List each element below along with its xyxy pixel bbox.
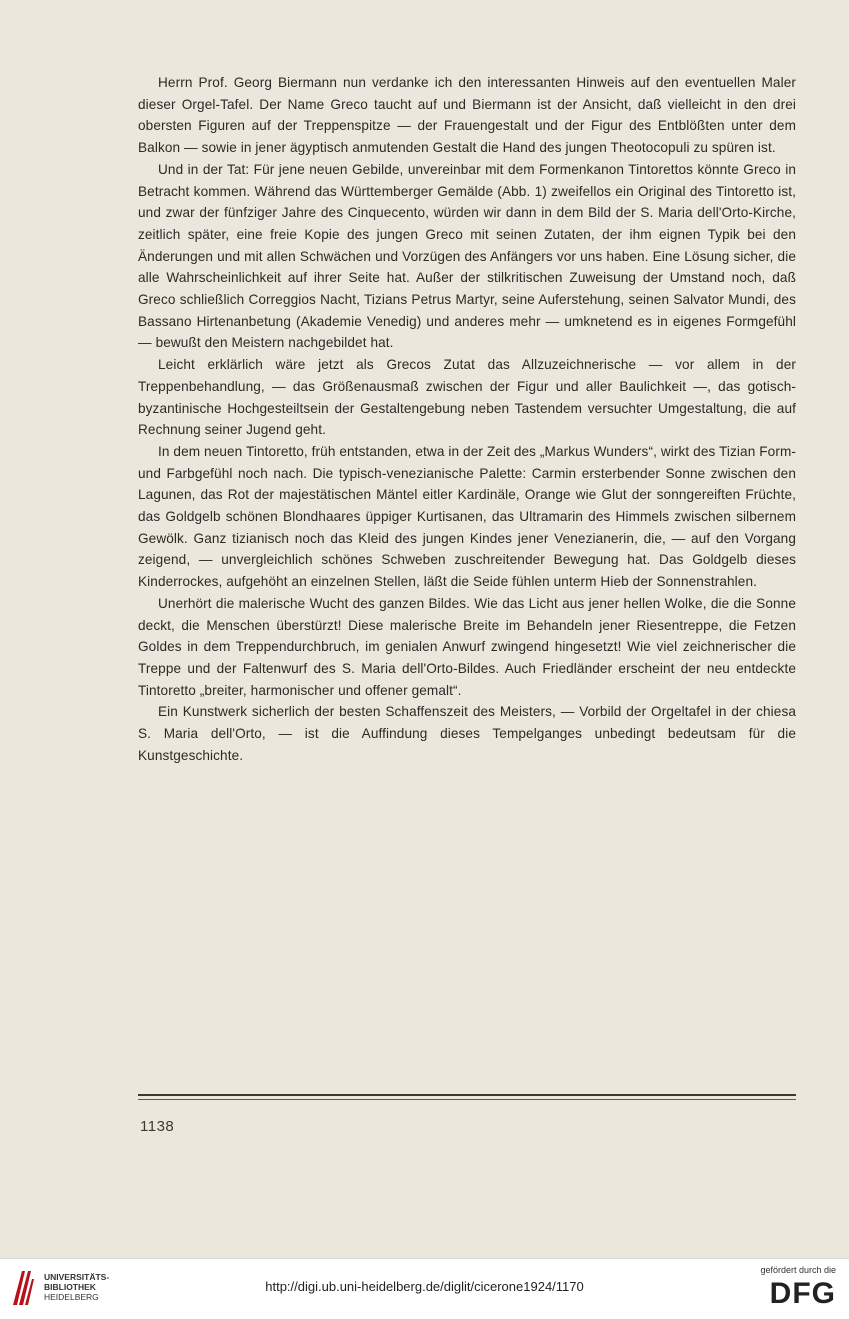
- footnote-rule-thin: [138, 1099, 796, 1100]
- library-name-line-1: UNIVERSITÄTS-: [44, 1272, 110, 1282]
- paragraph-4: In dem neuen Tintoretto, früh entstanden, etwa in der Zeit des „Markus Wunders“, wirkt des Tizian Form- und Farbgefühl noch nach. Die typisch-venezianische Palette: Carmin ersterbender Sonne zwischen den Lagunen, das Rot der majestätischen Mäntel eitler Kardinäle, Orange wie Glut der sonngereiften Früchte, das Goldgelb schönen Blondhaares üppiger Kurtisanen, das Ultramarin des Himmels zwischen silbernem Gewölk. Ganz tizianisch noch das Kleid des jungen Kindes jener Venezianerin, die, — auf den Vorgang zeigend, — unvergleichlich schönes Schweben zuschreitender Bewegung hat. Das Goldgelb dieses Kinderrockes, aufgehöht an einzelnen Stellen, läßt die Seide fühlen unterm Hieb der Sonnenstrahlen.: [138, 443, 796, 590]
- paragraph-6: Ein Kunstwerk sicherlich der besten Schaffenszeit des Meisters, — Vorbild der Orgeltafel in der chiesa S. Maria dell'Orto, — ist die Auffindung dieses Tempelganges unbedingt bedeutsam für die Kunstgeschichte.: [138, 704, 796, 763]
- footnote-rule-thick: [138, 1094, 796, 1096]
- library-name-line-2: BIBLIOTHEK: [44, 1282, 96, 1292]
- paragraph-3: Leicht erklärlich wäre jetzt als Grecos Zutat das Allzuzeichnerische — vor allem in der Treppenbehandlung, — das Größenausmaß zwischen der Figur und aller Baulichkeit —, das gotisch-byzantinische Hochgesteiltsein der Gestaltengebung neben Tastendem versuchter Umgestaltung, die auf Rechnung seiner Jugend geht.: [138, 357, 796, 438]
- permalink-url[interactable]: http://digi.ub.uni-heidelberg.de/diglit/cicerone1924/1170: [265, 1279, 584, 1294]
- paragraph-1: Herrn Prof. Georg Biermann nun verdanke ich den interessanten Hinweis auf den eventuellen Maler dieser Orgel-Tafel. Der Name Greco taucht auf und Biermann ist der Ansicht, daß vielleicht in den drei obersten Figuren auf der Treppenspitze — der Frauengestalt und der Figur des Entblößten unter dem Balkon — sowie in jener ägyptisch anmutenden Gestalt die Hand des jungen Theotocopuli zu spüren ist.: [138, 75, 796, 156]
- library-name-line-3: HEIDELBERG: [44, 1292, 99, 1302]
- page-number: 1138: [140, 1118, 175, 1135]
- digitization-footer: [0, 1258, 849, 1319]
- dfg-logo[interactable]: DFG: [769, 1277, 836, 1310]
- article-body: [138, 72, 796, 767]
- paragraph-2: Und in der Tat: Für jene neuen Gebilde, unvereinbar mit dem Formenkanon Tintorettos könnte Greco in Betracht kommen. Während das Württemberger Gemälde (Abb. 1) zweifellos ein Original des Tintoretto ist, und zwar der fünfziger Jahre des Cinquecento, würden wir dann in dem Bild der S. Maria dell'Orto-Kirche, zeitlich später, eine freie Kopie des jungen Greco mit seinen Zutaten, der ihm eignen Typik bei den Änderungen und mit allen Schwächen und Vorzügen des Anfängers vor uns haben. Eine Lösung sicher, die alle Wahrscheinlichkeit auf ihrer Seite hat. Außer der stilkritischen Zuweisung der Umstand noch, daß Greco schließlich Correggios Nacht, Tizians Petrus Martyr, seine Auferstehung, seinen Salvator Mundi, des Bassano Hirtenanbetung (Akademie Venedig) und anderes mehr — umknetend es in eigenes Formgefühl — bewußt den Meistern nachgebildet hat.: [138, 161, 796, 351]
- paragraph-5: Unerhört die malerische Wucht des ganzen Bildes. Wie das Licht aus jener hellen Wolke, die die Sonne deckt, die Menschen überstürzt! Diese malerische Breite im Behandeln jener Riesentreppe, die Fetzen Goldes in dem Treppendurchbruch, im genialen Anwurf zwingend hingesetzt! Wie viel zeichnerischer die Treppe und der Faltenwurf des S. Maria dell'Orto-Bildes. Auch Friedländer erscheint der neu entdeckte Tintoretto „breiter, harmonischer und offener gemalt“.: [138, 595, 796, 698]
- funding-caption: gefördert durch die: [760, 1265, 836, 1275]
